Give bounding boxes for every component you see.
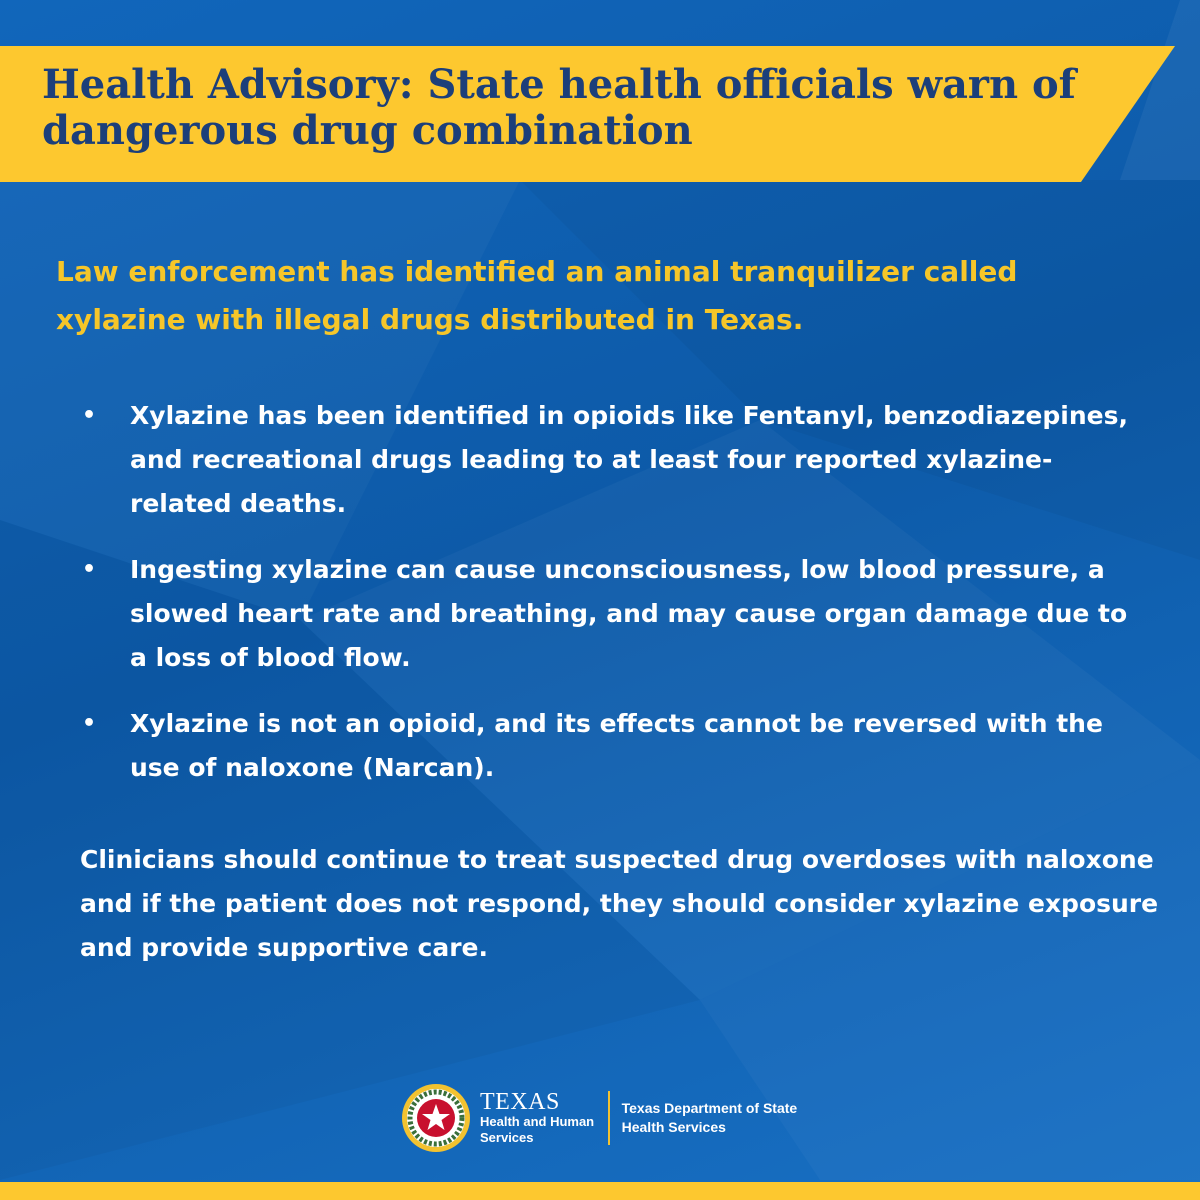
hhs-wordmark — [480, 1090, 594, 1146]
list-item — [80, 702, 1150, 790]
bullet-list — [80, 394, 1150, 812]
texas-star-seal-icon — [400, 1082, 472, 1154]
bullet-marker: • — [82, 557, 97, 582]
closing-statement: Clinicians should continue to treat suspected drug overdoses with naloxone and if the patient does not respond, they should consider xylazine exposure and provide supportive care. — [80, 845, 1159, 962]
bullet-text: Xylazine has been identified in opioids like Fentanyl, benzodiazepines, and recreational drugs leading to at least four reported xylazine-related deaths. — [130, 401, 1128, 518]
list-item — [80, 394, 1150, 526]
list-item — [80, 548, 1150, 680]
logo-divider — [608, 1091, 610, 1145]
page-title: Health Advisory: State health officials warn of dangerous drug combination — [42, 61, 1076, 154]
bullet-text: Xylazine is not an opioid, and its effects cannot be reversed with the use of naloxone (Narcan). — [130, 709, 1103, 782]
bullet-marker: • — [82, 403, 97, 428]
bullet-marker: • — [82, 711, 97, 736]
dshs-label-line1: Texas Department of State — [621, 1100, 798, 1116]
dshs-label-line2: Health Services — [621, 1119, 726, 1135]
bullet-text: Ingesting xylazine can cause unconsciousness, low blood pressure, a slowed heart rate and breathing, and may cause organ damage due to a loss of blood flow. — [130, 555, 1128, 672]
dshs-wordmark — [622, 1099, 798, 1137]
hhs-label-line3: Services — [480, 1130, 534, 1145]
lead-statement: Law enforcement has identified an animal tranquilizer called xylazine with illegal drugs distributed in Texas. — [56, 255, 1018, 336]
footer-logo — [400, 1082, 797, 1154]
hhs-label-line2: Health and Human — [480, 1114, 595, 1129]
hhs-texas-label: TEXAS — [480, 1089, 560, 1115]
bottom-accent-bar — [0, 1182, 1200, 1200]
